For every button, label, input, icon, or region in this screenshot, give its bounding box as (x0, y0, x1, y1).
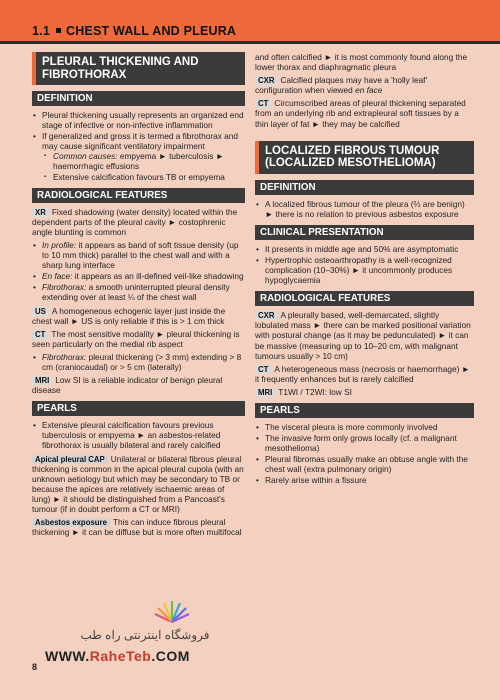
topic-heading-pleural-thickening (32, 52, 245, 85)
definition-heading: DEFINITION (255, 180, 474, 195)
sub-text: Extensive calcification favours TB or empyema (53, 171, 225, 182)
pearls-list (255, 422, 474, 486)
item-label: En face: (42, 271, 73, 282)
radiological-features-heading: RADIOLOGICAL FEATURES (255, 291, 474, 306)
us-tag: US (32, 307, 49, 316)
definition-list (32, 110, 245, 182)
mri-text: T1WI / T2WI: low SI (278, 386, 352, 397)
site-suffix: .COM (151, 648, 190, 664)
apical-cap-text: Unilateral or bilateral fibrous pleural thickening is common in the apical pleural cupola (with an unknown aetiology but which may be secondary to TB or because the apices are relatively ischaemic areas of lung) ► it should be distinguished from a Pancoast's tumour (if in doubt perform a CT or MRI) (32, 453, 244, 514)
xr-text: Fixed shadowing (water density) located within the dependent parts of the pleural cavity ► costophrenic angle blunting is common (32, 206, 238, 237)
list-item (32, 352, 245, 372)
list-item: • The visceral pleura is more commonly involved (255, 422, 474, 432)
ct-text: Circumscribed areas of pleural thickening separated from an underlying rib and extrapleural soft tissues by a thin layer of fat ► they may be calcified (255, 98, 466, 129)
right-column (255, 52, 474, 489)
clinical-presentation-heading: CLINICAL PRESENTATION (255, 225, 474, 240)
ct-paragraph (255, 364, 474, 384)
page-header-title (32, 24, 236, 38)
section-number: 1.1 (32, 24, 50, 38)
cxr-text-italic: en face (355, 85, 383, 96)
topic-line: PLEURAL THICKENING AND (42, 56, 199, 68)
mri-tag: MRI (255, 388, 275, 397)
sub-list (44, 151, 245, 181)
chapter-title: CHEST WALL AND PLEURA (65, 24, 237, 38)
mri-paragraph (255, 387, 474, 397)
list-item (32, 240, 245, 270)
ct-list (32, 352, 245, 372)
list-item: • The invasive form only grows locally (cf. a malignant mesothelioma) (255, 433, 474, 453)
us-paragraph (32, 306, 245, 326)
cxr-text: Calcified plaques may have a 'holly leaf' configuration when viewed (255, 75, 428, 96)
xr-list (32, 240, 245, 303)
sub-list-item (44, 172, 245, 182)
asbestos-tag: Asbestos exposure (32, 518, 110, 527)
list-item: • Hypertrophic osteoarthropathy is a well-recognized complication (10–30%) ► it uncommonly produces hypoglycaemia (255, 255, 474, 285)
book-logo-icon (152, 600, 192, 625)
clinical-list (255, 244, 474, 285)
mri-text: Low SI is a reliable indicator of benign pleural disease (32, 375, 223, 396)
item-label: Fibrothorax: (42, 351, 87, 362)
definition-list (255, 199, 474, 219)
site-prefix: WWW. (45, 648, 90, 664)
radiological-features-heading: RADIOLOGICAL FEATURES (32, 188, 245, 203)
shop-name: فروشگاه اینترنتی راه طب (80, 628, 210, 642)
apical-cap-tag: Apical pleural CAP (32, 455, 108, 464)
asbestos-paragraph (32, 517, 245, 537)
cxr-text: A pleurally based, well-demarcated, slightly lobulated mass ► there can be marked positional variation with postural change (as it may be pedunculated) ► it can be massive (measuring up to 10–20 cm, with malignant tumours usually > 10 cm) (255, 310, 471, 361)
page-header-bar (0, 0, 500, 44)
topic-heading-localized-fibrous-tumour (255, 141, 474, 174)
ct-text: A heterogeneous mass (necrosis or haemorrhage) ► it frequently enhances but is rarely calcified (255, 363, 470, 384)
list-item (32, 131, 245, 181)
xr-paragraph (32, 207, 245, 237)
ct-tag: CT (32, 330, 48, 339)
ct-paragraph (32, 329, 245, 349)
mri-tag: MRI (32, 376, 52, 385)
topic-line: (LOCALIZED MESOTHELIOMA) (265, 157, 436, 170)
item-label: In profile: (42, 239, 77, 250)
list-item (32, 282, 245, 302)
sub-text: empyema ► tuberculosis ► haemorrhagic effusions (53, 151, 224, 172)
list-item: • A localized fibrous tumour of the pleura (⅔ are benign) ► there is no relation to previous asbestos exposure (255, 199, 474, 219)
list-item: • Rarely arise within a fissure (255, 475, 474, 485)
us-text: A homogeneous echogenic layer just inside the chest wall ► US is only reliable if this is > 1 cm thick (32, 305, 226, 326)
topic-line: FIBROTHORAX (42, 68, 127, 81)
list-item-text: If generalized and gross it is termed a fibrothorax and may cause significant ventilatory impairment (42, 131, 239, 152)
xr-tag: XR (32, 208, 49, 217)
ct-tag: CT (255, 99, 271, 108)
list-item: • Pleural fibromas usually make an obtuse angle with the chest wall (extra pulmonary origin) (255, 454, 474, 474)
ct-tag: CT (255, 365, 271, 374)
sub-label: Common causes: (53, 151, 118, 162)
sub-list-item (44, 151, 245, 171)
page-number: 8 (32, 662, 38, 672)
list-item (32, 271, 245, 281)
cxr-tag: CXR (255, 311, 277, 320)
continued-text: and often calcified ► it is most commonly found along the lower thorax and diaphragmatic pleura (255, 52, 468, 73)
cxr-paragraph (255, 310, 474, 360)
pearls-heading: PEARLS (255, 403, 474, 418)
item-text: pleural thickening (> 3 mm) extending > 8 cm (craniocaudal) or > 5 cm (laterally) (42, 351, 242, 372)
cxr-paragraph (255, 75, 474, 95)
website-link[interactable] (45, 648, 190, 664)
list-item: • Pleural thickening usually represents an organized end stage of infective or non-infective inflammation (32, 110, 245, 130)
item-text: it appears as an ill-defined veil-like shadowing (72, 271, 244, 282)
ct-paragraph (255, 98, 474, 128)
cxr-tag: CXR (255, 76, 277, 85)
item-text: it appears as band of soft tissue density (up to 10 mm thick) parallel to the chest wall and with a sharp lung interface (42, 239, 239, 271)
site-brand: RaheTeb (89, 648, 152, 664)
pearls-heading: PEARLS (32, 401, 245, 416)
item-text: a smooth uninterrupted pleural density extending over at least ¼ of the chest wall (42, 282, 230, 303)
definition-heading: DEFINITION (32, 91, 245, 106)
list-item: • Extensive pleural calcification favours previous tuberculosis or empyema ► an asbestos-related fibrothorax is usually bilateral and rarely calcified (32, 420, 245, 450)
item-label: Fibrothorax: (42, 282, 87, 293)
ct-text: The most sensitive modality ► pleural thickening is seen particularly on the medial rib aspect (32, 328, 240, 349)
square-bullet-icon (56, 28, 61, 33)
mri-paragraph (32, 375, 245, 395)
topic-line: LOCALIZED FIBROUS TUMOUR (265, 144, 440, 157)
list-item: • It presents in middle age and 50% are asymptomatic (255, 244, 474, 254)
asbestos-text: This can induce fibrous pleural thickening ► it can be diffuse but is more often multifocal (32, 517, 242, 538)
left-column (32, 52, 245, 540)
pearls-list (32, 420, 245, 450)
apical-cap-paragraph (32, 454, 245, 515)
